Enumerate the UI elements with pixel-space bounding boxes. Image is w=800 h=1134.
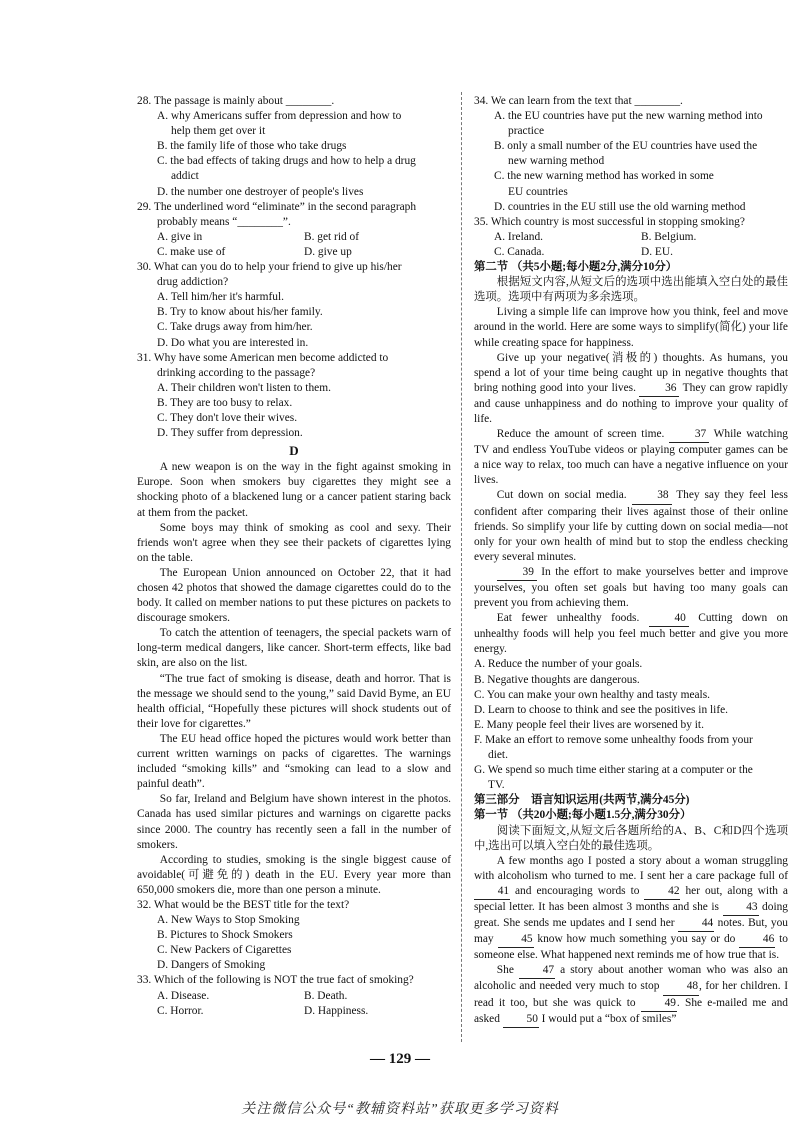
paragraph: According to studies, smoking is the single biggest cause of avoidable(可避免的) death in the EU. Every year more than 650,000 smokers die, more than one person a minute. — [137, 853, 451, 896]
question-31 — [137, 351, 451, 442]
option-d: D. EU. — [641, 245, 673, 258]
blank-38[interactable]: 38 — [632, 488, 672, 504]
option-d: D. Do what you are interested in. — [157, 336, 309, 349]
option-d: D. They suffer from depression. — [157, 427, 303, 440]
option-d: D. countries in the EU still use the old warning method — [494, 200, 746, 213]
option-f: F. Make an effort to remove some unhealthy foods from your diet. — [474, 733, 753, 762]
question-30 — [137, 260, 451, 351]
option-c: C. Horror. — [157, 1004, 204, 1017]
option-d: D. give up — [304, 245, 352, 258]
paragraph: So far, Ireland and Belgium have shown interest in the photos. Canada has used similar pictures and warnings on cigarette packs since 2000. The country has recently seen a fall in the number of smokers. — [137, 793, 451, 851]
blank-41[interactable]: 41 — [474, 884, 510, 900]
option-a: A. Their children won't listen to them. — [157, 381, 331, 394]
option-b: B. They are too busy to relax. — [157, 396, 293, 409]
paragraph: The European Union announced on October 22, that it had chosen 42 photos that showed the damage cigarettes could do to the body. It called on member nations to put these pictures on packets to discourage smokers. — [137, 566, 451, 625]
paragraph: To catch the attention of teenagers, the special packets warn of long-term medical dangers, like cancer. Short-term effects, like bad skin, are also on the list. — [137, 627, 451, 670]
option-d: D. the number one destroyer of people's lives — [157, 185, 364, 198]
paragraph: Some boys may think of smoking as cool and sexy. Their friends won't agree when they see their packets of cigarettes lying on the table. — [137, 521, 451, 564]
option-a: A. the EU countries have put the new warning method into practice — [494, 110, 763, 138]
option-c: C. They don't love their wives. — [157, 411, 298, 424]
question-28 — [137, 94, 451, 200]
option-c: C. You can make your own healthy and tasty meals. — [474, 688, 710, 701]
option-c: C. New Packers of Cigarettes — [157, 944, 292, 957]
option-b: B. Belgium. — [641, 230, 697, 243]
question-35 — [474, 215, 788, 260]
question-stem: 30. What can you do to help your friend to give up his/her — [137, 261, 402, 274]
blank-42[interactable]: 42 — [644, 884, 680, 900]
blank-48[interactable]: 48 — [663, 979, 699, 995]
page-number: — 129 — — [370, 1051, 430, 1067]
section-2-title: 第二节 （共5小题;每小题2分,满分10分） — [474, 261, 678, 274]
option-c: C. make use of — [157, 245, 226, 258]
question-34 — [474, 94, 788, 215]
blank-39[interactable]: 39 — [497, 565, 537, 581]
question-stem: 34. We can learn from the text that ________. — [474, 95, 683, 107]
blank-37[interactable]: 37 — [669, 427, 709, 443]
option-b: B. Death. — [304, 989, 348, 1002]
paragraph: “The true fact of smoking is disease, death and horror. That is the message we should send to the young,” said David Byme, an EU health official, “Hopefully these pictures will shock students out of their love for cigarettes.” — [137, 672, 451, 730]
blank-44[interactable]: 44 — [678, 916, 714, 932]
option-g: G. We spend so much time either staring at a computer or the TV. — [474, 764, 753, 792]
options-row — [137, 245, 451, 260]
paragraph: Cut down on social media. 38 They say they feel less confident after comparing their lives against those of their online friends. So simplify your life by cutting down on social media—not only for your own health of mind but to stop the endless checking every several minutes. — [474, 489, 788, 563]
paragraph: Living a simple life can improve how you think, feel and move around in the world. Here are some ways to simplify(简化) your life while creating space for happiness. — [474, 306, 788, 349]
options-list — [474, 657, 788, 793]
paragraph: Eat fewer unhealthy foods. 40 Cutting down on unhealthy foods will help you feel much better and give you more energy. — [474, 612, 788, 656]
blank-47[interactable]: 47 — [519, 963, 555, 979]
option-b: B. only a small number of the EU countries have used the new warning method — [494, 140, 758, 168]
option-d: D. Dangers of Smoking — [157, 959, 266, 972]
question-stem-cont: drinking according to the passage? — [157, 366, 316, 379]
right-column — [474, 94, 788, 1028]
option-a: A. Tell him/her it's harmful. — [157, 291, 284, 304]
blank-43[interactable]: 43 — [723, 900, 759, 916]
option-b: B. Negative thoughts are dangerous. — [474, 673, 640, 686]
paragraph: The EU head office hoped the pictures would work better than current written warnings on packs of cigarettes. The warnings included “smoking kills” and “smoking can lead to a slow and painful death”. — [137, 732, 451, 791]
paragraph: Give up your negative(消极的) thoughts. As humans, you spend a lot of your time being caught up in negative thoughts that bring nothing good into your lives. 36 They can grow rapidly and cause unhappiness and do nothing to improve your quality of life. — [474, 351, 788, 425]
blank-50[interactable]: 50 — [503, 1012, 539, 1028]
question-stem-cont: drug addiction? — [157, 276, 229, 289]
cloze-paragraph: A few months ago I posted a story about a woman struggling with alcoholism who turned to me. I sent her a care package full of 41 and encouraging words to 42 her out, along with a special letter. It has been almost 3 months and she is 43 doing great. She sends me updates and I send her 44 notes. But, you may 45 know how much something you say or do 46 to someone else. What happened next reminds me of how true that is. — [474, 854, 788, 962]
blank-40[interactable]: 40 — [649, 611, 689, 627]
option-c: C. the bad effects of taking drugs and how to help a drug addict — [157, 155, 416, 183]
options-row — [474, 245, 788, 260]
section-2-instructions: 根据短文内容,从短文后的选项中选出能填入空白处的最佳选项。选项中有两项为多余选项。 — [474, 276, 788, 304]
cloze-paragraph: She 47 a story about another woman who was also an alcoholic and needed very much to stop 48, for her children. I read it too, but she was quick to 49. She e-mailed me and asked 50 I would put a “box of smiles” — [474, 963, 788, 1027]
question-33 — [137, 973, 451, 1018]
option-d: D. Happiness. — [304, 1004, 369, 1017]
footer-note: 关注微信公众号“教辅资料站”获取更多学习资料 — [241, 1102, 559, 1117]
options-row — [137, 230, 451, 245]
question-stem: 32. What would be the BEST title for the text? — [137, 898, 350, 911]
question-stem: 31. Why have some American men become addicted to — [137, 351, 389, 364]
options-row — [137, 1004, 451, 1019]
options-row — [474, 230, 788, 245]
option-b: B. get rid of — [304, 230, 360, 243]
option-b: B. Try to know about his/her family. — [157, 306, 323, 319]
column-divider — [461, 92, 462, 1042]
option-c: C. Canada. — [494, 245, 545, 258]
question-stem: 29. The underlined word “eliminate” in the second paragraph — [137, 200, 417, 213]
option-d: D. Learn to choose to think and see the positives in life. — [474, 703, 729, 716]
option-b: B. Pictures to Shock Smokers — [157, 929, 293, 942]
blank-36[interactable]: 36 — [639, 381, 679, 397]
paragraph: A new weapon is on the way in the fight against smoking in Europe. Soon when smokers buy cigarettes they might see a shocking photo of a blackened lung or a cancer patient staring back at them from the packet. — [137, 461, 451, 519]
section-1-title: 第一节 （共20小题;每小题1.5分,满分30分） — [474, 809, 692, 822]
question-stem: 33. Which of the following is NOT the true fact of smoking? — [137, 974, 414, 987]
passage-d — [137, 460, 451, 898]
blank-49[interactable]: 49 — [641, 996, 677, 1012]
section-1-instructions: 阅读下面短文,从短文后各题所给的A、B、C和D四个选项中,选出可以填入空白处的最佳选项。 — [474, 824, 788, 852]
option-c: C. Take drugs away from him/her. — [157, 321, 313, 334]
paragraph: 39 In the effort to make yourselves better and improve yourselves, you often set goals but having too many goals can prevent you from achieving them. — [474, 565, 788, 610]
option-a: A. Reduce the number of your goals. — [474, 658, 643, 671]
option-a: A. Ireland. — [494, 230, 544, 243]
options-row — [137, 989, 451, 1004]
option-a: A. give in — [157, 230, 203, 243]
paragraph: Reduce the amount of screen time. 37 While watching TV and endless YouTube videos or playing computer games can be a nice way to relax, too much can have a negative influence on your lives. — [474, 428, 788, 487]
option-a: A. Disease. — [157, 989, 210, 1002]
option-b: B. the family life of those who take drugs — [157, 140, 347, 153]
option-e: E. Many people feel their lives are worsened by it. — [474, 718, 704, 731]
part-3-title: 第三部分 语言知识运用(共两节,满分45分) — [474, 794, 690, 807]
blank-45[interactable]: 45 — [498, 932, 534, 948]
option-a: A. why Americans suffer from depression and how to help them get over it — [157, 110, 402, 138]
blank-46[interactable]: 46 — [739, 932, 775, 948]
question-29 — [137, 200, 451, 260]
question-32 — [137, 898, 451, 973]
passage-d-heading: D — [289, 443, 299, 459]
left-column — [137, 94, 451, 1019]
question-stem: 28. The passage is mainly about ________. — [137, 95, 335, 107]
option-a: A. New Ways to Stop Smoking — [157, 914, 300, 927]
option-c: C. the new warning method has worked in some EU countries — [494, 170, 714, 198]
question-stem-cont: probably means “________”. — [157, 215, 291, 228]
question-stem: 35. Which country is most successful in stopping smoking? — [474, 215, 745, 228]
